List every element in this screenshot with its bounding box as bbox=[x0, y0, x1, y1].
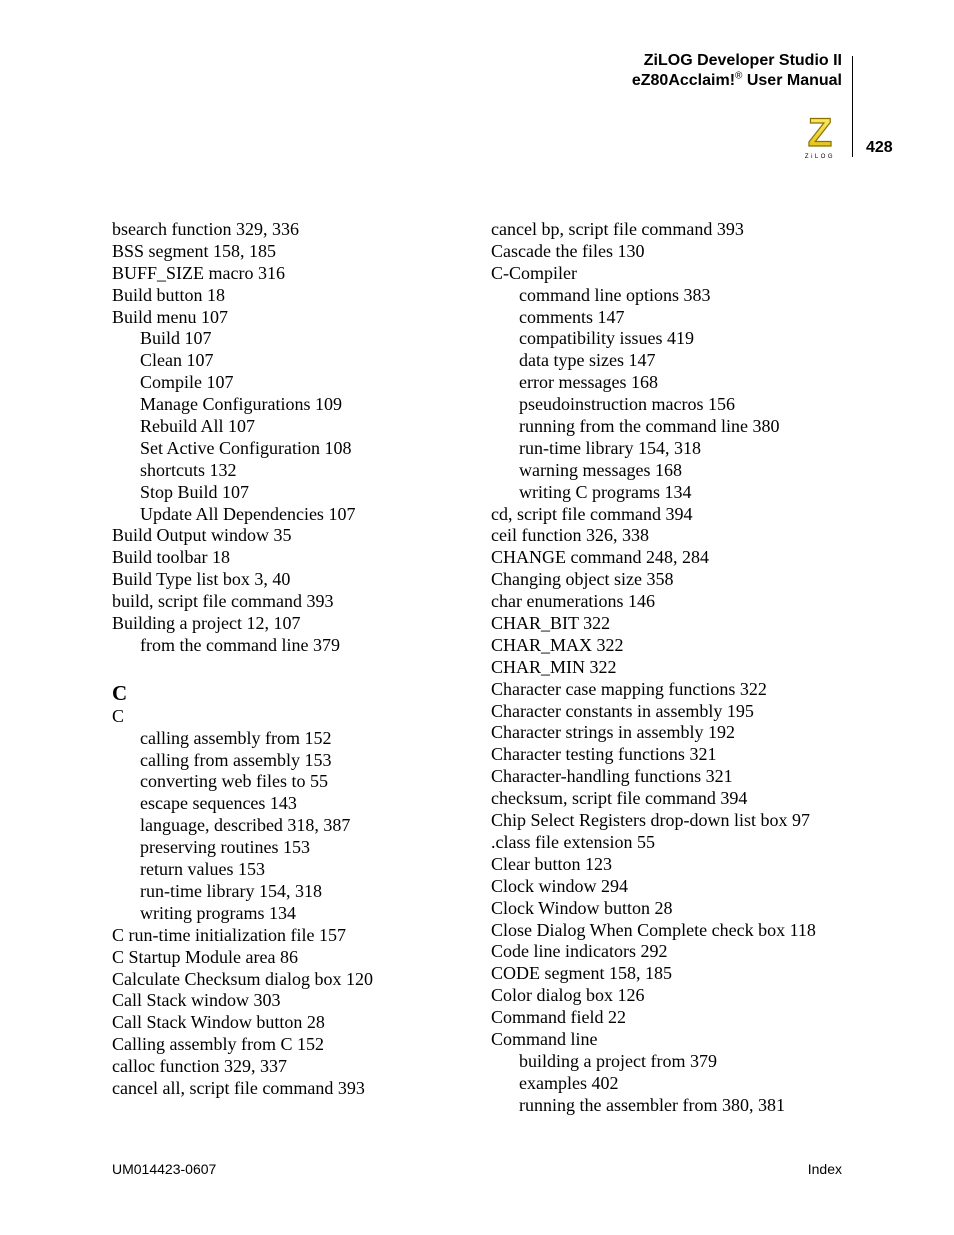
index-subentry: running from the command line 380 bbox=[519, 416, 780, 437]
index-entry: Chip Select Registers drop-down list box 97 bbox=[491, 810, 810, 831]
index-subentry: calling assembly from 152 bbox=[140, 727, 332, 748]
index-subentry: return values 153 bbox=[140, 859, 265, 880]
index-column-right bbox=[491, 219, 816, 1117]
index-entry: BUFF_SIZE macro 316 bbox=[112, 262, 285, 283]
index-entry: Call Stack Window button 28 bbox=[112, 1012, 325, 1033]
index-entry: build, script file command 393 bbox=[112, 591, 334, 612]
index-subentry: Update All Dependencies 107 bbox=[140, 503, 356, 524]
index-entry: char enumerations 146 bbox=[491, 591, 655, 612]
index-entry: CODE segment 158, 185 bbox=[491, 963, 672, 984]
index-subentry: Build 107 bbox=[140, 328, 212, 349]
index-entry: Close Dialog When Complete check box 118 bbox=[491, 919, 816, 940]
index-entry: Command line bbox=[491, 1028, 598, 1049]
index-entry: checksum, script file command 394 bbox=[491, 788, 748, 809]
manual-type: User Manual bbox=[742, 72, 842, 89]
index-entry: CHAR_MIN 322 bbox=[491, 656, 617, 677]
index-entry: BSS segment 158, 185 bbox=[112, 240, 277, 261]
index-entry: calloc function 329, 337 bbox=[112, 1056, 287, 1077]
index-entry: Building a project 12, 107 bbox=[112, 613, 301, 634]
index-subentry: preserving routines 153 bbox=[140, 837, 310, 858]
index-entry: Command field 22 bbox=[491, 1007, 626, 1028]
index-subentry: writing programs 134 bbox=[140, 902, 296, 923]
index-subentry: error messages 168 bbox=[519, 372, 658, 393]
page-number: 428 bbox=[866, 139, 893, 156]
logo-letter: Z bbox=[807, 113, 833, 155]
index-subentry: run-time library 154, 318 bbox=[140, 880, 322, 901]
product-name: eZ80Acclaim! bbox=[631, 72, 736, 89]
manual-title-line1: ZiLOG Developer Studio II bbox=[643, 52, 842, 69]
index-entry: ceil function 326, 338 bbox=[491, 525, 649, 546]
index-entry: .class file extension 55 bbox=[491, 831, 655, 852]
index-subentry: converting web files to 55 bbox=[140, 771, 328, 792]
index-entry: Changing object size 358 bbox=[491, 569, 674, 590]
index-subentry: language, described 318, 387 bbox=[140, 815, 351, 836]
index-subentry: calling from assembly 153 bbox=[140, 749, 332, 770]
index-subentry: escape sequences 143 bbox=[140, 793, 297, 814]
section-spacer bbox=[112, 657, 373, 680]
index-subentry: command line options 383 bbox=[519, 284, 711, 305]
zilog-logo-icon bbox=[796, 113, 844, 161]
index-entry: Call Stack window 303 bbox=[112, 990, 281, 1011]
index-subentry: running the assembler from 380, 381 bbox=[519, 1094, 785, 1115]
index-entry: C Startup Module area 86 bbox=[112, 946, 298, 967]
index-subentry: Set Active Configuration 108 bbox=[140, 437, 352, 458]
index-entry: Character case mapping functions 322 bbox=[491, 678, 767, 699]
index-subentry: Clean 107 bbox=[140, 350, 214, 371]
manual-title-line2 bbox=[632, 71, 842, 91]
logo-wordmark: ZiLOG bbox=[804, 154, 836, 160]
index-entry: Build Type list box 3, 40 bbox=[112, 569, 291, 590]
index-subentry: examples 402 bbox=[519, 1072, 619, 1093]
index-entry: C run-time initialization file 157 bbox=[112, 924, 346, 945]
index-entry: C-Compiler bbox=[491, 262, 577, 283]
index-entry: Code line indicators 292 bbox=[491, 941, 668, 962]
index-column-left bbox=[112, 219, 373, 1100]
index-entry: Calculate Checksum dialog box 120 bbox=[112, 968, 373, 989]
index-letter-heading: C bbox=[112, 680, 128, 705]
index-subentry: comments 147 bbox=[519, 306, 625, 327]
index-entry: cd, script file command 394 bbox=[491, 503, 693, 524]
index-subentry: from the command line 379 bbox=[140, 634, 340, 655]
index-subentry: pseudoinstruction macros 156 bbox=[519, 394, 735, 415]
index-entry: Build button 18 bbox=[112, 284, 226, 305]
registered-mark: ® bbox=[735, 70, 743, 82]
index-entry: Color dialog box 126 bbox=[491, 985, 645, 1006]
index-subentry: data type sizes 147 bbox=[519, 350, 656, 371]
index-entry: Cascade the files 130 bbox=[491, 240, 645, 261]
index-subentry: compatibility issues 419 bbox=[519, 328, 694, 349]
document-id: UM014423-0607 bbox=[112, 1161, 217, 1177]
index-subentry: Stop Build 107 bbox=[140, 481, 250, 502]
index-subentry: Compile 107 bbox=[140, 372, 234, 393]
index-entry: Build Output window 35 bbox=[112, 525, 292, 546]
index-entry: cancel bp, script file command 393 bbox=[491, 219, 744, 239]
index-subentry: Rebuild All 107 bbox=[140, 416, 256, 437]
index-subentry: shortcuts 132 bbox=[140, 459, 237, 480]
index-subentry: warning messages 168 bbox=[519, 459, 682, 480]
index-subentry: run-time library 154, 318 bbox=[519, 437, 701, 458]
index-entry: Clock Window button 28 bbox=[491, 897, 673, 918]
index-entry: Build toolbar 18 bbox=[112, 547, 230, 568]
index-entry: cancel all, script file command 393 bbox=[112, 1077, 365, 1098]
index-entry: Character-handling functions 321 bbox=[491, 766, 733, 787]
index-subentry: Manage Configurations 109 bbox=[140, 394, 342, 415]
index-entry: CHAR_BIT 322 bbox=[491, 613, 611, 634]
index-entry: Character testing functions 321 bbox=[491, 744, 717, 765]
index-subentry: building a project from 379 bbox=[519, 1050, 717, 1071]
index-entry: CHANGE command 248, 284 bbox=[491, 547, 709, 568]
index-entry: C bbox=[112, 705, 125, 726]
index-entry: Build menu 107 bbox=[112, 306, 228, 327]
section-name: Index bbox=[807, 1161, 842, 1177]
index-entry: Clock window 294 bbox=[491, 875, 628, 896]
index-entry: Calling assembly from C 152 bbox=[112, 1034, 324, 1055]
index-entry: CHAR_MAX 322 bbox=[491, 634, 624, 655]
header-divider bbox=[852, 56, 853, 157]
index-entry: Clear button 123 bbox=[491, 853, 612, 874]
index-entry: Character constants in assembly 195 bbox=[491, 700, 754, 721]
index-entry: Character strings in assembly 192 bbox=[491, 722, 735, 743]
index-entry: bsearch function 329, 336 bbox=[112, 219, 299, 239]
index-subentry: writing C programs 134 bbox=[519, 481, 692, 502]
